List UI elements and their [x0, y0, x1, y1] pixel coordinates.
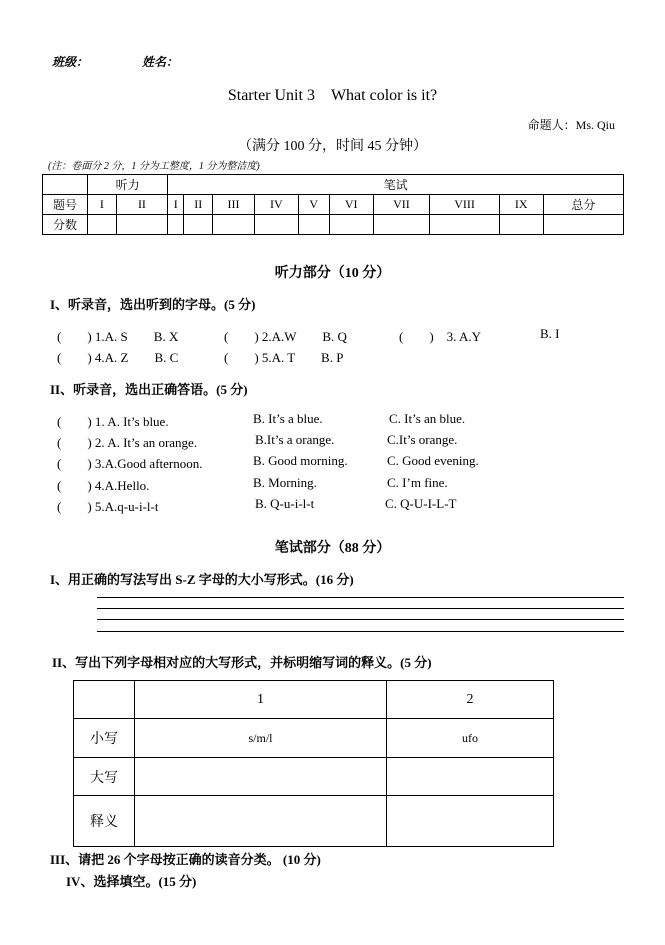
score-table-number-row [43, 195, 624, 215]
writing-line[interactable] [97, 619, 624, 620]
col-header: II [184, 195, 213, 215]
col-header: III [213, 195, 255, 215]
col-header-1: 1 [135, 681, 387, 719]
letter-table [73, 680, 554, 847]
writing-line[interactable] [97, 608, 624, 609]
score-cell[interactable] [329, 215, 373, 235]
q2-row-2-b: B.It’s a orange. [255, 432, 335, 447]
group-listening: 听力 [88, 175, 168, 195]
col-header: I [168, 195, 184, 215]
author: 命题人：Ms. Qiu [527, 118, 615, 132]
col-header: I [88, 195, 117, 215]
score-cell[interactable] [298, 215, 329, 235]
score-cell[interactable] [254, 215, 298, 235]
written-q4-heading: IV、选择填空。(15 分) [66, 874, 197, 889]
row-label-number: 题号 [43, 195, 88, 215]
score-cell[interactable] [373, 215, 430, 235]
col-header: VIII [430, 195, 499, 215]
listening-q1-heading: I、听录音，选出听到的字母。(5 分) [50, 297, 256, 312]
q2-row-5-c: C. Q-U-I-L-T [385, 496, 457, 511]
lower-cell-1: s/m/l [135, 719, 387, 758]
score-table-group-row [43, 175, 624, 195]
lower-cell-2: ufo [387, 719, 554, 758]
written-q2-heading: II、写出下列字母相对应的大写形式，并标明缩写词的释义。(5 分) [52, 655, 432, 670]
col-header: IV [254, 195, 298, 215]
col-header: VI [329, 195, 373, 215]
upper-cell-1[interactable] [135, 758, 387, 796]
note: (注：卷面分 2 分，1 分为工整度，1 分为整洁度) [48, 161, 260, 172]
q2-row-1-c: C. It’s an blue. [389, 411, 466, 426]
col-header: VII [373, 195, 430, 215]
col-header: 总分 [543, 195, 623, 215]
q1-item-1: ( ) 1.A. S B. X [57, 329, 179, 344]
q1-item-4: ( ) 4.A. Z B. C [57, 350, 179, 365]
score-info: （满分 100 分，时间 45 分钟） [238, 139, 427, 154]
written-title: 笔试部分（88 分） [274, 541, 391, 556]
q1-item-2: ( ) 2.A.W B. Q [224, 329, 347, 344]
row-label-upper: 大写 [74, 758, 135, 796]
score-cell[interactable] [499, 215, 543, 235]
row-label-lower: 小写 [74, 719, 135, 758]
q2-row-5-a: ( ) 5.A.q-u-i-l-t [57, 499, 159, 514]
col-header-2: 2 [387, 681, 554, 719]
blank-cell [43, 175, 88, 195]
writing-line[interactable] [97, 597, 624, 598]
score-cell[interactable] [116, 215, 168, 235]
row-label-score: 分数 [43, 215, 88, 235]
q2-row-1-a: ( ) 1. A. It’s blue. [57, 414, 169, 429]
listening-title: 听力部分（10 分） [274, 266, 391, 281]
score-cell[interactable] [88, 215, 117, 235]
q2-row-3-b: B. Good morning. [253, 453, 348, 468]
q2-row-5-b: B. Q-u-i-l-t [255, 496, 315, 511]
q1-item-3: ( ) 3. A.Y [399, 329, 481, 344]
q2-row-1-b: B. It’s a blue. [253, 411, 323, 426]
class-label: 班级： [52, 55, 89, 69]
col-header: II [116, 195, 168, 215]
q2-row-4-c: C. I’m fine. [387, 475, 448, 490]
group-written: 笔试 [168, 175, 624, 195]
q1-item-5: ( ) 5.A. T B. P [224, 350, 344, 365]
q1-item-3-option-b: B. I [540, 326, 560, 341]
row-label-meaning: 释义 [74, 796, 135, 847]
q2-row-2-c: C.It’s orange. [387, 432, 458, 447]
written-q3-heading: III、请把 26 个字母按正确的读音分类。 (10 分) [50, 852, 321, 867]
meaning-cell-1[interactable] [135, 796, 387, 847]
score-cell[interactable] [213, 215, 255, 235]
q2-row-2-a: ( ) 2. A. It’s an orange. [57, 435, 198, 450]
score-table [42, 174, 624, 235]
q2-row-4-a: ( ) 4.A.Hello. [57, 478, 150, 493]
score-cell[interactable] [184, 215, 213, 235]
score-cell[interactable] [168, 215, 184, 235]
meaning-cell-2[interactable] [387, 796, 554, 847]
col-header: V [298, 195, 329, 215]
score-cell[interactable] [543, 215, 623, 235]
upper-cell-2[interactable] [387, 758, 554, 796]
blank-cell [74, 681, 135, 719]
q2-row-3-c: C. Good evening. [387, 453, 479, 468]
listening-q2-heading: II、听录音，选出正确答语。(5 分) [50, 382, 248, 397]
score-cell[interactable] [430, 215, 499, 235]
col-header: IX [499, 195, 543, 215]
score-table-score-row [43, 215, 624, 235]
name-label: 姓名： [142, 55, 179, 69]
written-q1-heading: I、用正确的写法写出 S-Z 字母的大小写形式。(16 分) [50, 572, 354, 587]
page-title: Starter Unit 3 What color is it? [227, 87, 438, 104]
writing-line[interactable] [97, 631, 624, 632]
q2-row-4-b: B. Morning. [253, 475, 317, 490]
q2-row-3-a: ( ) 3.A.Good afternoon. [57, 456, 203, 471]
